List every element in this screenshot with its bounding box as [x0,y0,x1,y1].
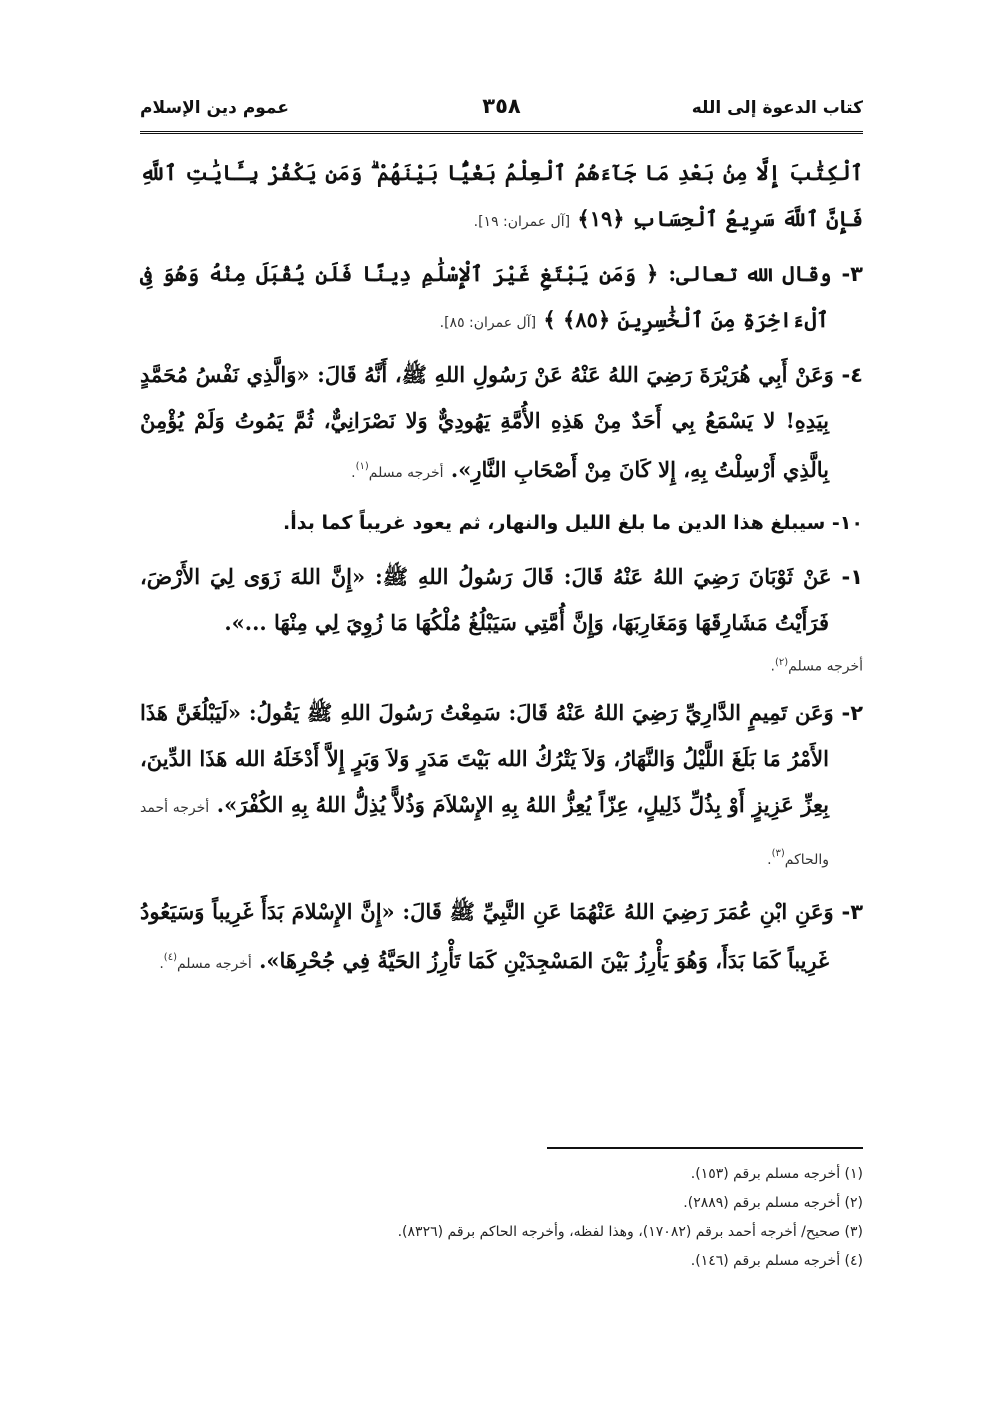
book-title: كتاب الدعوة إلى الله [691,98,863,118]
section-heading: ١٠- سيبلغ هذا الدين ما بلغ الليل والنهار، ثم يعود غريباً كما بدأ. [283,512,863,534]
footnote-marker[interactable]: (٣) [771,847,785,859]
footnote-marker[interactable]: (٢) [774,657,789,668]
hadith-source: أخرجه مسلم [176,955,252,972]
verse-reference: [آل عمران: ٨٥]. [439,315,537,331]
hadith-text: عَنْ ثَوْبَانَ رَضِيَ اللهُ عَنْهُ قَالَ: قَالَ رَسُولُ اللهِ ﷺ: «إِنَّ اللهَ زَوَى لِيَ الأَرْضَ، فَرَأَيْتُ مَشَارِقَهَا وَمَغَارِبَهَا، وَإِنَّ أُمَّتِي سَيَبْلُغُ مُلْكُهَا مَا زُوِيَ لِي مِنْهَا ...». [140,564,832,635]
header-rule [140,131,863,134]
item-number: ٤- [841,363,863,387]
running-header [140,92,863,132]
verse-text: ٱلْكِتَٰبَ إِلَّا مِنۢ بَعْدِ مَا جَآءَهُمُ ٱلْعِلْمُ بَغْيًۢا بَيْنَهُمْ ۗ وَمَن يَكْفُرْ بِـَٔايَٰتِ ٱللَّهِ فَإِنَّ ٱللَّهَ سَرِيعُ ٱلْحِسَابِ ﴿١٩﴾ [140,160,863,231]
hadith-text: وَعَنِ ابْنِ عُمَرَ رَضِيَ اللهُ عَنْهُمَا عَنِ النَّبِيِّ ﷺ قَالَ: «إِنَّ الإِسْلامَ بَدَأَ غَرِيباً وَسَيَعُودُ غَرِيباً كَمَا بَدَأَ، وَهُوَ يَأْرِزُ بَيْنَ المَسْجِدَيْنِ كَمَا تَأْرِزُ الحَيَّةُ فِي جُحْرِهَا». [140,898,834,973]
footnotes [140,1160,863,1276]
page-body [140,150,863,993]
hadith-source: أخرجه أحمد والحاكم [140,799,829,868]
page-number: ٣٥٨ [482,94,521,118]
footnote-marker[interactable]: (١) [355,461,369,472]
hadith-source-line: أخرجه مسلم$^{(٢)}$. [770,657,863,675]
footnote-2: (٢) أخرجه مسلم برقم (٢٨٨٩). [683,1195,863,1211]
hadith-source: أخرجه مسلم [368,465,444,481]
item-number: ١- [841,565,864,589]
footnote-1: (١) أخرجه مسلم برقم (١٥٣). [690,1166,863,1182]
item-number: ٢- [841,700,864,725]
verse-text: ﴿ وَمَن يَبْتَغِ غَيْرَ ٱلْإِسْلَٰمِ دِينًا فَلَن يُقْبَلَ مِنْهُ وَهُوَ فِى ٱلْءَاخِرَةِ مِنَ ٱلْخَٰسِرِينَ ﴿٨٥﴾ ﴾ [140,261,829,332]
footnote-4: (٤) أخرجه مسلم برقم (١٤٦). [690,1253,863,1269]
item-4: ٤- وَعَنْ أَبِي هُرَيْرَةَ رَضِيَ اللهُ عَنْهُ عَنْ رَسُولِ اللهِ ﷺ، أَنَّهُ قَالَ: «وَالَّذِي نَفْسُ مُحَمَّدٍ بِيَدِهِ! لا يَسْمَعُ بِي أَحَدٌ مِنْ هَذِهِ الأُمَّةِ يَهُودِيٌّ وَلا نَصْرَانِيٌّ، ثُمَّ يَمُوتُ وَلَمْ يُؤْمِنْ بِالَّذِي أَرْسِلْتُ بِهِ، إِلا كَانَ مِنْ أَصْحَابِ النَّارِ». أخرجه مسلم$^{(١)}$. [140,362,863,482]
section-item-3: ٣- وَعَنِ ابْنِ عُمَرَ رَضِيَ اللهُ عَنْهُمَا عَنِ النَّبِيِّ ﷺ قَالَ: «إِنَّ الإِسْلامَ بَدَأَ غَرِيباً وَسَيَعُودُ غَرِيباً كَمَا بَدَأَ، وَهُوَ يَأْرِزُ بَيْنَ المَسْجِدَيْنِ كَمَا تَأْرِزُ الحَيَّةُ فِي جُحْرِهَا». أخرجه مسلم$^{(٤)}$. [140,898,864,973]
section-item-2: ٢- وَعَن تَمِيمٍ الدَّارِيِّ رَضِيَ اللهُ عَنْهُ قَالَ: سَمِعْتُ رَسُولَ اللهِ ﷺ يَقُولُ: «لَيَبْلُغَنَّ هَذَا الأَمْرُ مَا بَلَغَ اللَّيْلُ وَالنَّهَارُ، وَلاَ يَتْرُكُ الله بَيْتَ مَدَرٍ وَلاَ وَبَرٍ إِلاَّ أَدْخَلَهُ الله هَذَا الدِّينَ، بِعِزِّ عَزِيزٍ أَوْ بِذُلِّ ذَلِيلٍ، عِزّاً يُعِزُّ اللهُ بِهِ الإِسْلاَمَ وَذُلاًّ يُذِلُّ اللهُ بِهِ الكُفْرَ». أخرجه أحمد والحاكم$^{(٣)}$. [140,699,864,868]
footnote-marker[interactable]: (٤) [163,951,177,963]
hadith-text: وَعَنْ أَبِي هُرَيْرَةَ رَضِيَ اللهُ عَنْهُ عَنْ رَسُولِ اللهِ ﷺ، أَنَّهُ قَالَ: «وَالَّذِي نَفْسُ مُحَمَّدٍ بِيَدِهِ! لا يَسْمَعُ بِي أَحَدٌ مِنْ هَذِهِ الأُمَّةِ يَهُودِيٌّ وَلا نَصْرَانِيٌّ، ثُمَّ يَمُوتُ وَلَمْ يُؤْمِنْ بِالَّذِي أَرْسِلْتُ بِهِ، إِلا كَانَ مِنْ أَصْحَابِ النَّارِ». [140,362,834,482]
item-3 [140,251,863,346]
hadith-source: أخرجه مسلم [788,658,863,675]
verse-reference: [آل عمران: ١٩]. [473,214,571,230]
hadith-text: وَعَن تَمِيمٍ الدَّارِيِّ رَضِيَ اللهُ عَنْهُ قَالَ: سَمِعْتُ رَسُولَ اللهِ ﷺ يَقُولُ: «لَيَبْلُغَنَّ هَذَا الأَمْرُ مَا بَلَغَ اللَّيْلُ وَالنَّهَارُ، وَلاَ يَتْرُكُ الله بَيْتَ مَدَرٍ وَلاَ وَبَرٍ إِلاَّ أَدْخَلَهُ الله هَذَا الدِّينَ، بِعِزِّ عَزِيزٍ أَوْ بِذُلِّ ذَلِيلٍ، عِزّاً يُعِزُّ اللهُ بِهِ الإِسْلاَمَ وَذُلاًّ يُذِلُّ اللهُ بِهِ الكُفْرَ». [140,699,834,817]
item-number: ٣- [841,262,863,286]
item-intro: وقال الله تعالى: [668,261,832,286]
section-item-1 [140,554,863,646]
footnote-separator [547,1147,863,1149]
chapter-title: عموم دين الإسلام [140,98,289,118]
footnote-3: (٣) صحيح/ أخرجه أحمد برقم (١٧٠٨٢)، وهذا لفظه، وأخرجه الحاكم برقم (٨٣٢٦). [397,1224,863,1240]
verse-continuation [140,150,863,245]
item-number: ٣- [841,899,864,924]
